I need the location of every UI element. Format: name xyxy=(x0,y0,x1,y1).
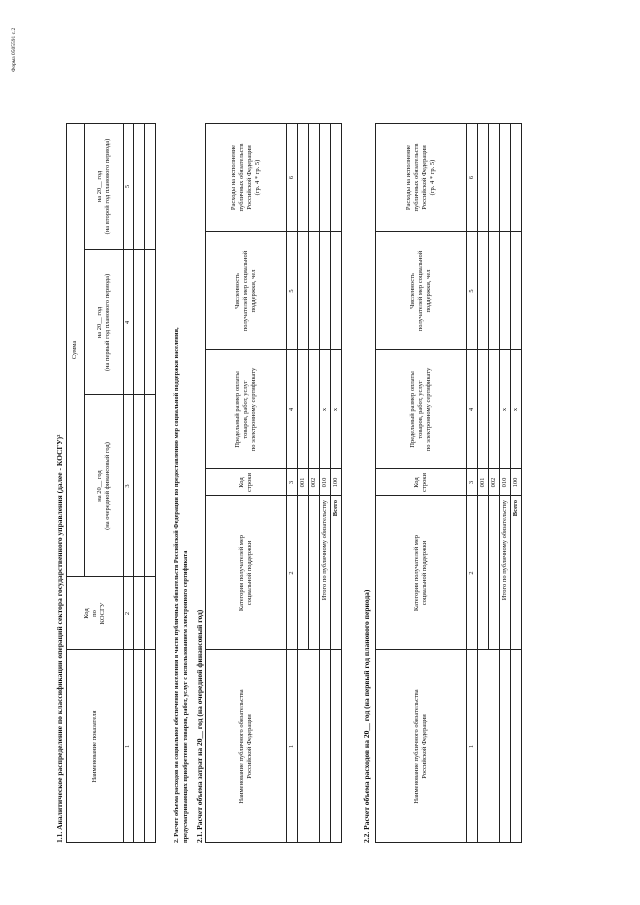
section-2-2-title: 2.2. Расчет объема расходов на 20__ год (на первый год планового периода) xyxy=(362,589,371,843)
t21-col-1: 1 xyxy=(287,744,295,749)
header-kosgu-code: Код по КОСГУ xyxy=(82,602,106,625)
t22-col-1: 1 xyxy=(467,744,475,749)
col-number-3: 3 xyxy=(124,484,131,488)
header-first-plan-year: на 20__ год (на первый год планового периода) xyxy=(95,273,111,372)
header-sum: Сумма xyxy=(71,340,78,360)
t21-header-category: Категория получателей мер социальной поддержки xyxy=(237,534,253,612)
t22-header-expenses: Расходы на исполнение публичных обязательств Российской Федерации (гр. 4 * гр. 5) xyxy=(404,143,436,212)
header-current-year: на 20__ год (на очередной финансовый год) xyxy=(95,442,111,530)
t21-header-count: Численность получателей мер социальной поддержки, чел xyxy=(233,250,257,332)
t21-header-expenses: Расходы на исполнение публичных обязательств Российской Федерации (гр. 4 * гр. 5) xyxy=(229,143,261,212)
t22-total-obligation-limit-x: x xyxy=(500,407,508,412)
t21-total-obligation-label: Итого по публичному обязательству xyxy=(320,500,328,601)
section-2-1-title: 2.1. Расчет объема затрат на 20__ год (на очередной финансовый год) xyxy=(195,609,204,843)
t21-col-3: 3 xyxy=(287,480,295,485)
col-number-4: 4 xyxy=(124,320,131,325)
header-second-plan-year: на 20__ год (на второй год планового периода) xyxy=(95,138,111,235)
t21-row-code-001: 001 xyxy=(298,477,306,488)
t22-grand-total-label: Всего xyxy=(512,500,519,517)
form-code: Форма 0505591 с.2 xyxy=(11,27,17,72)
t21-header-obligation: Наименование публичного обязательства Российской Федерации xyxy=(237,689,253,804)
t21-grand-total-limit-x: x xyxy=(332,407,339,412)
t21-header-limit: Предельный размер оплаты товаров, работ, услуг по электронному сертификату xyxy=(233,367,257,452)
col-number-5: 5 xyxy=(124,184,131,189)
t21-col-6: 6 xyxy=(287,175,295,180)
t21-col-2: 2 xyxy=(287,571,295,575)
t22-row-code-001: 001 xyxy=(478,477,486,488)
t21-row-code-002: 002 xyxy=(309,477,317,488)
t21-total-obligation-code: 010 xyxy=(320,477,328,488)
t22-header-code: Код строки xyxy=(412,473,428,492)
t22-grand-total-code: 100 xyxy=(512,477,519,488)
t22-header-category: Категория получателей мер социальной поддержки xyxy=(412,534,428,612)
t21-col-5: 5 xyxy=(287,289,295,293)
t22-header-limit: Предельный размер оплаты товаров, работ, услуг по электронному сертификату xyxy=(408,367,432,452)
t22-col-3: 3 xyxy=(467,480,475,485)
t22-col-5: 5 xyxy=(467,289,475,293)
t21-col-4: 4 xyxy=(287,407,295,412)
t22-col-2: 2 xyxy=(467,571,475,575)
t22-col-4: 4 xyxy=(467,407,475,412)
t22-header-count: Численность получателей мер социальной поддержки, чел xyxy=(408,250,432,332)
t22-row-code-002: 002 xyxy=(489,477,497,488)
t22-grand-total-limit-x: x xyxy=(512,407,519,412)
t22-header-obligation: Наименование публичного обязательства Российской Федерации xyxy=(412,689,428,804)
t22-total-obligation-code: 010 xyxy=(500,477,508,488)
section-2-title: 2. Расчет объема расходов на социальное обеспечение населения в части публичных обязательств Российской Федерации по предоставлению мер социальной поддержки населения, xyxy=(173,327,180,843)
col-number-1: 1 xyxy=(124,744,131,749)
t22-col-6: 6 xyxy=(467,175,475,180)
t22-total-obligation-label: Итого по публичному обязательству xyxy=(500,500,508,601)
t21-grand-total-label: Всего xyxy=(332,500,339,517)
t21-header-code: Код строки xyxy=(237,473,253,492)
section-1-1-title: 1.1. Аналитическое распределение по классификации операций сектора государственного управления (далее - КОСГУ)² xyxy=(55,434,64,843)
t21-grand-total-code: 100 xyxy=(332,477,339,488)
header-indicator-name: Наименование показателя xyxy=(90,710,98,783)
t21-total-obligation-limit-x: x xyxy=(320,407,328,412)
section-2-title-continued: предусматривающих приобретение товаров, работ, услуг с использованием электронного сертификата xyxy=(182,550,189,843)
col-number-2: 2 xyxy=(124,611,131,616)
